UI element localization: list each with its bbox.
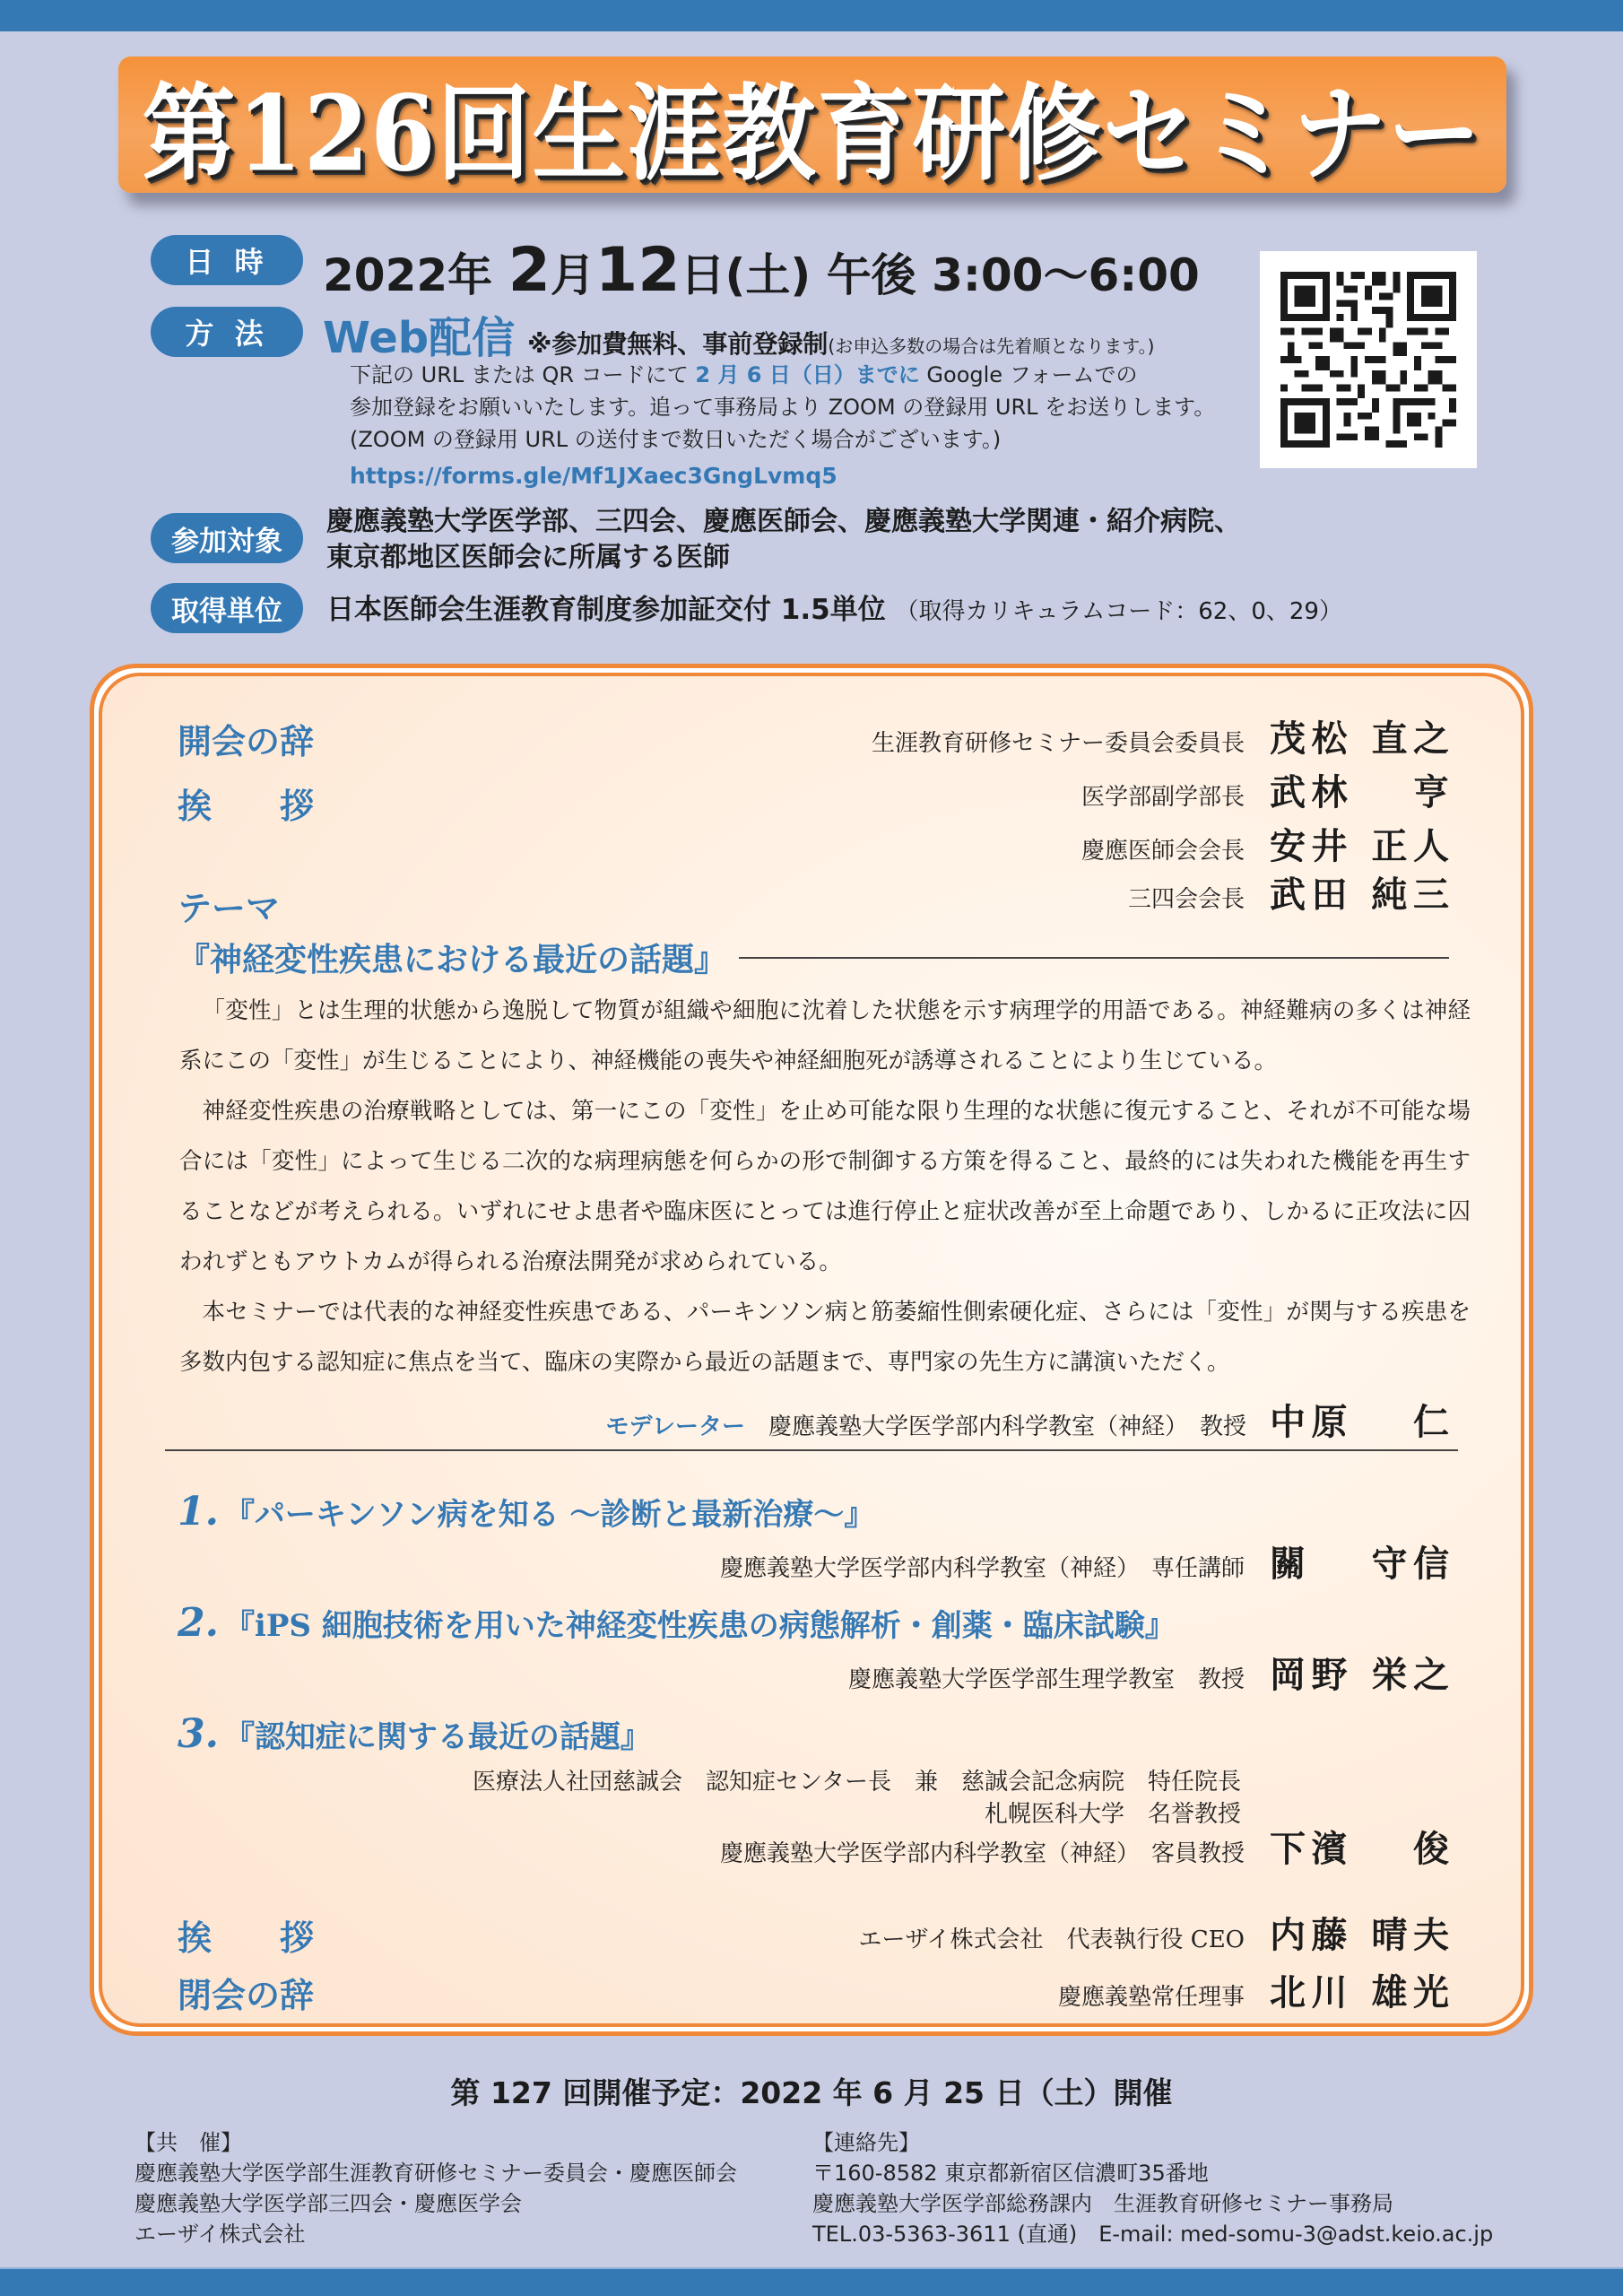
lecture-title: 『パーキンソン病を知る ～診断と最新治療～』 bbox=[223, 1497, 875, 1533]
lecture-title: 『認知症に関する最近の話題』 bbox=[223, 1719, 651, 1755]
page-title: 第126回生涯教育研修セミナー bbox=[142, 71, 1483, 196]
speaker-name: 武田 純三 bbox=[1270, 874, 1449, 916]
speaker-affiliation: 札幌医科大学 名誉教授 bbox=[984, 1801, 1241, 1828]
theme-label: テーマ bbox=[178, 888, 281, 928]
speaker-name: 岡野 栄之 bbox=[1270, 1654, 1449, 1696]
lecture-1-title bbox=[178, 1489, 874, 1535]
greeting-speaker bbox=[1081, 764, 1449, 815]
desc-line1-pre: 下記の URL または QR コードにて bbox=[350, 362, 696, 387]
contact-heading: 【連絡先】 bbox=[812, 2130, 920, 2155]
theme-description bbox=[179, 986, 1471, 1387]
contact-office: 慶應義塾大学医学部総務課内 生涯教育研修セミナー事務局 bbox=[812, 2191, 1393, 2216]
registration-url-link[interactable]: https://forms.gle/Mf1JXaec3GngLvmq5 bbox=[350, 463, 838, 489]
lecture-title: 『iPS 細胞技術を用いた神経変性疾患の病態解析・創薬・臨床試験』 bbox=[223, 1608, 1176, 1644]
desc-line2: 参加登録をお願いいたします。追って事務局より ZOOM の登録用 URL をお送りします。 bbox=[350, 395, 1216, 420]
greeting-label: 挨 拶 bbox=[178, 786, 315, 826]
moderator-label: モデレーター bbox=[605, 1413, 745, 1440]
speaker-affiliation: 慶應義塾大学医学部生理学教室 教授 bbox=[847, 1666, 1245, 1693]
target-audience bbox=[326, 504, 1241, 576]
speaker-name: 武林 亨 bbox=[1270, 771, 1449, 813]
registration-deadline: 2 月 6 日（日）までに bbox=[695, 362, 920, 387]
speaker-name: 北川 雄光 bbox=[1270, 1971, 1449, 2013]
theme-paragraph: 神経変性疾患の治療戦略としては、第一にこの「変性」を止め可能な限り生理的な状態に復元すること、それが不可能な場合には「変性」によって生じる二次的な病理病態を何らかの形で制御する方策を得ること、最終的には失われた機能を再生することなどが考えられる。いずれにせよ患者や臨床医にとっては進行停止と症状改善が至上命題であり、しかるに正攻法に囚われずともアウトカムが得られる治療法開発が求められている。 bbox=[179, 1098, 1471, 1275]
closing-greeting-label: 挨 拶 bbox=[178, 1918, 315, 1958]
theme-heading bbox=[178, 935, 1449, 980]
speaker-affiliation: 医療法人社団慈誠会 認知症センター長 兼 慈誠会記念病院 特任院長 bbox=[473, 1769, 1241, 1796]
contact-address: 〒160-8582 東京都新宿区信濃町35番地 bbox=[812, 2161, 1209, 2186]
greeting-speaker bbox=[1128, 866, 1449, 918]
speaker-role: 医学部副学部長 bbox=[1081, 784, 1245, 811]
event-day: 12 bbox=[595, 235, 681, 306]
speaker-role: 慶應医師会会長 bbox=[1081, 838, 1245, 865]
desc-line3: (ZOOM の登録用 URL の送付まで数日いただく場合がございます。) bbox=[350, 427, 1002, 452]
divider bbox=[165, 1449, 1458, 1451]
bottom-band bbox=[0, 2267, 1623, 2296]
target-label-badge: 参加対象 bbox=[151, 513, 303, 563]
event-month: 2 bbox=[508, 235, 551, 306]
closing-speaker bbox=[1058, 1964, 1449, 2015]
day-suffix: 日(土) bbox=[680, 249, 812, 301]
greeting-speaker bbox=[1081, 818, 1449, 869]
cohost-item: 慶應義塾大学医学部生涯教育研修セミナー委員会・慶應医師会 bbox=[135, 2161, 737, 2186]
target-line1: 慶應義塾大学医学部、三四会、慶應医師会、慶應義塾大学関連・紹介病院、 bbox=[326, 506, 1241, 537]
year-suffix: 年 bbox=[447, 249, 493, 301]
credit-main: 日本医師会生涯教育制度参加証交付 1.5単位 bbox=[326, 594, 886, 626]
event-datetime bbox=[323, 235, 1200, 306]
qr-code[interactable] bbox=[1260, 251, 1477, 468]
contact-section bbox=[812, 2127, 1493, 2249]
speaker-affiliation: 慶應義塾大学医学部内科学教室（神経） 客員教授 bbox=[719, 1840, 1245, 1867]
registration-instructions bbox=[350, 359, 1215, 456]
closing-greeting-speaker bbox=[858, 1907, 1449, 1958]
credit-info bbox=[326, 587, 1342, 627]
web-delivery-title: Web配信 bbox=[323, 313, 516, 363]
fee-note: ※参加費無料、事前登録制 bbox=[527, 329, 829, 359]
lecture-2-title bbox=[178, 1600, 1176, 1646]
lecture-2-speaker bbox=[848, 1647, 1449, 1698]
top-band bbox=[0, 0, 1623, 31]
cohost-heading: 【共 催】 bbox=[135, 2130, 242, 2155]
speaker-name: 安井 正人 bbox=[1270, 825, 1449, 867]
qr-code-icon bbox=[1280, 272, 1456, 448]
speaker-affiliation: 慶應義塾大学医学部内科学教室（神経） 専任講師 bbox=[719, 1555, 1245, 1582]
speaker-role: 三四会会長 bbox=[1127, 886, 1245, 913]
moderator-name: 中原 仁 bbox=[1270, 1401, 1449, 1443]
program-content bbox=[99, 673, 1524, 2027]
speaker-name: 下濱 俊 bbox=[1270, 1828, 1449, 1870]
lecture-number: 1. bbox=[178, 1489, 219, 1535]
opening-speaker bbox=[872, 710, 1449, 761]
lecture-3-speaker bbox=[720, 1821, 1449, 1872]
cohost-item: エーザイ株式会社 bbox=[135, 2222, 306, 2247]
opening-label: 開会の辞 bbox=[178, 721, 315, 761]
next-event-notice: 第 127 回開催予定：2022 年 6 月 25 日（土）開催 bbox=[450, 2075, 1173, 2110]
lecture-1-speaker bbox=[720, 1535, 1449, 1587]
method-label-badge: 方 法 bbox=[151, 307, 303, 357]
title-banner bbox=[118, 57, 1506, 196]
speaker-name: 茂松 直之 bbox=[1270, 718, 1449, 760]
theme-paragraph: 「変性」とは生理的状態から逸脱して物質が組織や細胞に沈着した状態を示す病理学的用語である。神経難病の多くは神経系にこの「変性」が生じることにより、神経機能の喪失や神経細胞死が誘導されることにより生じている。 bbox=[179, 997, 1471, 1074]
lecture-number: 3. bbox=[178, 1711, 219, 1757]
speaker-name: 内藤 晴夫 bbox=[1270, 1914, 1449, 1956]
divider bbox=[739, 957, 1449, 959]
curriculum-code: （取得カリキュラムコード：62、0、29） bbox=[895, 598, 1342, 625]
closing-label: 閉会の辞 bbox=[178, 1975, 315, 2015]
method-row bbox=[323, 303, 1154, 365]
program-box bbox=[90, 664, 1533, 2036]
credit-label-badge: 取得単位 bbox=[151, 583, 303, 633]
event-year: 2022 bbox=[323, 249, 448, 301]
theme-paragraph: 本セミナーでは代表的な神経変性疾患である、パーキンソン病と筋萎縮性側索硬化症、さらには「変性」が関与する疾患を多数内包する認知症に焦点を当て、臨床の実際から最近の話題まで、専門家の先生方に講演いただく。 bbox=[179, 1299, 1471, 1376]
contact-phone-email[interactable]: TEL.03-5363-3611 (直通) E-mail: med-somu-3@adst.keio.ac.jp bbox=[812, 2222, 1494, 2247]
speaker-role: 慶應義塾常任理事 bbox=[1057, 1984, 1245, 2011]
desc-line1-post: Google フォームでの bbox=[919, 362, 1138, 387]
month-suffix: 月 bbox=[550, 249, 595, 301]
speaker-name: 關 守信 bbox=[1270, 1543, 1449, 1585]
lecture-3-title bbox=[178, 1711, 651, 1757]
lecture-number: 2. bbox=[178, 1600, 219, 1646]
speaker-role: エーザイ株式会社 代表執行役 CEO bbox=[858, 1926, 1245, 1953]
target-line2: 東京都地区医師会に所属する医師 bbox=[326, 542, 730, 573]
cohost-section bbox=[135, 2127, 737, 2249]
moderator-affiliation: 慶應義塾大学医学部内科学教室（神経） 教授 bbox=[768, 1413, 1246, 1440]
event-time: 午後 3:00～6:00 bbox=[826, 249, 1200, 301]
theme-title: 『神経変性疾患における最近の話題』 bbox=[178, 941, 727, 978]
datetime-label-badge: 日 時 bbox=[151, 235, 303, 285]
fee-note-small: (お申込多数の場合は先着順となります。) bbox=[828, 335, 1155, 357]
speaker-role: 生涯教育研修セミナー委員会委員長 bbox=[871, 730, 1245, 757]
moderator-row bbox=[606, 1394, 1450, 1445]
cohost-item: 慶應義塾大学医学部三四会・慶應医学会 bbox=[135, 2191, 522, 2216]
